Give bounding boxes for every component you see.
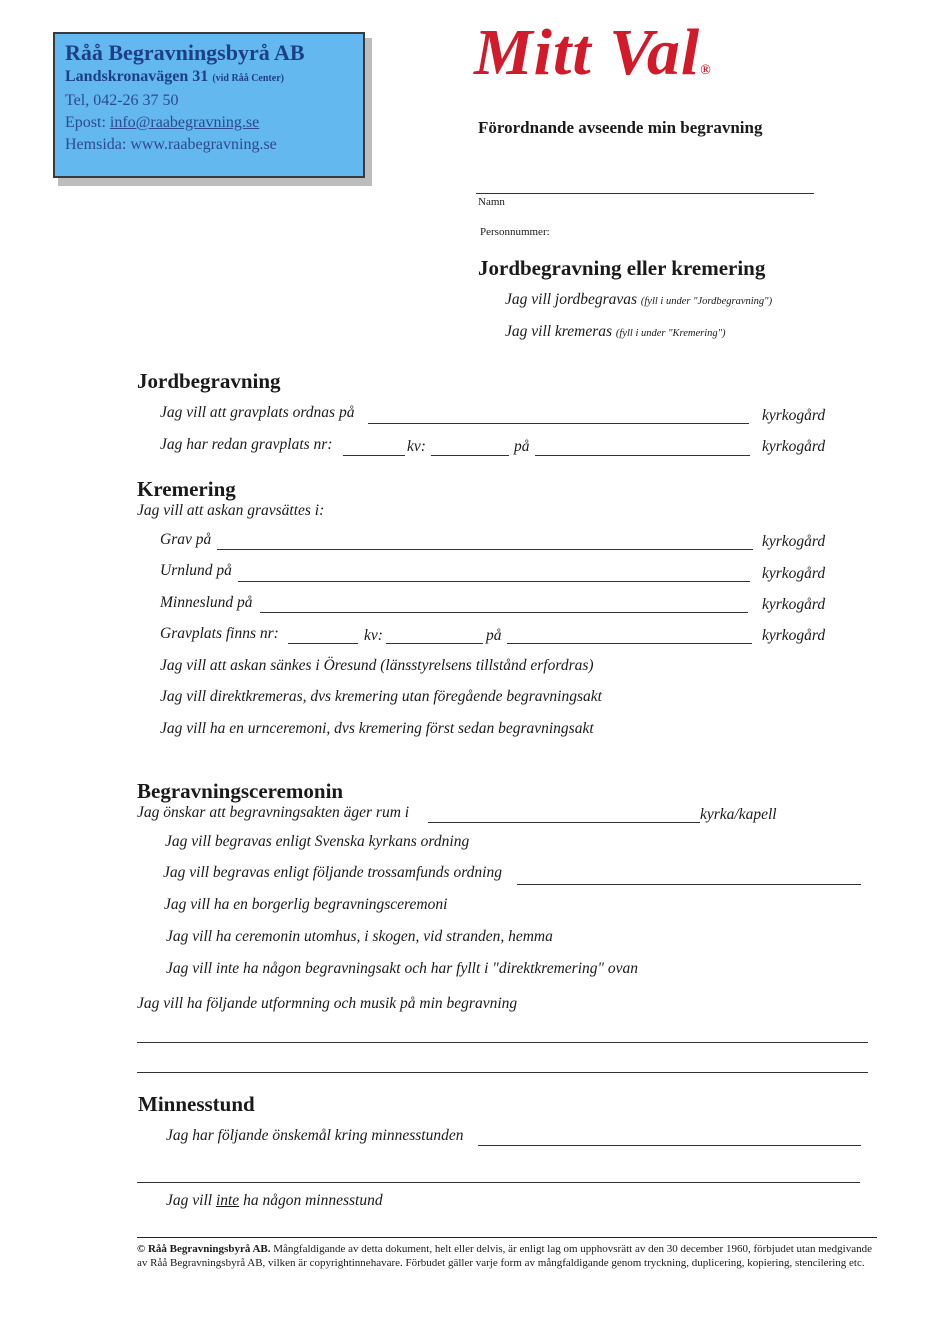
footer-copyright: © Råå Begravningsbyrå AB. [137, 1243, 271, 1255]
jord-row1-label: Jag vill att gravplats ordnas på [160, 404, 355, 421]
krem-grav-label: Grav på [160, 531, 212, 548]
pnr-label: Personnummer: [480, 226, 550, 238]
brand-logo [474, 18, 712, 106]
krem-gravplats-suffix: kyrkogård [762, 627, 826, 644]
krem-gravplats-label: Gravplats finns nr: [160, 625, 279, 642]
cer-opt-svenska[interactable]: Jag vill begravas enligt Svenska kyrkans ordning [165, 833, 470, 850]
company-phone: Tel, 042-26 37 50 [65, 92, 179, 109]
cer-music-line-2[interactable] [137, 1072, 868, 1073]
krem-minneslund-field[interactable] [260, 612, 748, 613]
cer-place-suffix: kyrka/kapell [700, 806, 777, 823]
cer-place-field[interactable] [428, 822, 700, 823]
name-line[interactable] [476, 193, 814, 194]
minne-opt-ingen[interactable] [166, 1192, 383, 1210]
krem-gravnr-field[interactable] [288, 643, 358, 644]
choice-jordbegravas-label: Jag vill jordbegravas [505, 291, 638, 308]
jord-heading: Jordbegravning [137, 369, 281, 393]
footer-text [137, 1242, 879, 1270]
choice-kremeras[interactable] [505, 323, 726, 341]
brand-text: Mitt Val [474, 16, 701, 89]
krem-intro: Jag vill att askan gravsättes i: [137, 502, 325, 519]
krem-urnlund-field[interactable] [238, 581, 750, 582]
jord-gravnr-field[interactable] [343, 455, 405, 456]
name-label: Namn [478, 196, 505, 208]
krem-opt-direkt[interactable]: Jag vill direktkremeras, dvs kremering utan föregående begravningsakt [160, 688, 602, 705]
krem-urnlund-label: Urnlund på [160, 562, 232, 579]
jord-kv-label: kv: [407, 438, 426, 455]
minne-heading: Minnesstund [138, 1092, 255, 1116]
choice-heading: Jordbegravning eller kremering [478, 256, 766, 280]
company-email [65, 112, 363, 134]
company-name: Råå Begravningsbyrå AB [65, 40, 305, 65]
choice-kremeras-label: Jag vill kremeras [505, 323, 613, 340]
cer-trossamfund-field[interactable] [517, 884, 861, 885]
minne-opt-post: ha någon minnesstund [243, 1192, 383, 1209]
jord-pa-field[interactable] [535, 455, 750, 456]
footer-legal: Mångfaldigande av detta dokument, helt eller delvis, är enligt lag om upphovsrätt av den 30 december 1960, förbjudet utan medgivande av Råå Begravningsbyrå AB, vilken är copyrightinnehavare. Förbudet gäller varje form av mångfaldigande genom tryckning, duplicering, kopiering, stencilering etc. [137, 1243, 872, 1269]
choice-jordbegravas[interactable] [505, 291, 772, 309]
minne-wishes-line-2[interactable] [137, 1182, 860, 1183]
cer-music-label: Jag vill ha följande utformning och musik på min begravning [137, 995, 518, 1012]
krem-minneslund-label: Minneslund på [160, 594, 253, 611]
jord-pa-label: på [514, 438, 530, 455]
krem-minneslund-suffix: kyrkogård [762, 596, 826, 613]
jord-kv-field[interactable] [431, 455, 509, 456]
company-address-note: (vid Råå Center) [212, 73, 284, 84]
company-email-link[interactable]: info@raabegravning.se [109, 114, 260, 131]
choice-jordbegravas-note: (fyll i under "Jordbegravning") [640, 296, 773, 307]
choice-kremeras-note: (fyll i under "Kremering") [615, 328, 726, 339]
minne-wishes-field[interactable] [478, 1145, 861, 1146]
cer-opt-trossamfund[interactable]: Jag vill begravas enligt följande trossamfunds ordning [163, 864, 502, 881]
company-address [65, 66, 363, 90]
krem-grav-suffix: kyrkogård [762, 533, 826, 550]
company-email-label: Epost: [65, 114, 106, 131]
cer-opt-ingen[interactable]: Jag vill inte ha någon begravningsakt och har fyllt i "direktkremering" ovan [166, 960, 639, 977]
cer-opt-borgerlig[interactable]: Jag vill ha en borgerlig begravningsceremoni [164, 896, 448, 913]
krem-heading: Kremering [137, 477, 236, 501]
cer-place-label: Jag önskar att begravningsakten äger rum i [137, 804, 410, 821]
krem-grav-field[interactable] [217, 549, 753, 550]
document-subtitle: Förordnande avseende min begravning [478, 118, 763, 137]
jord-row1-field[interactable] [368, 423, 749, 424]
footer-rule [137, 1237, 877, 1238]
cer-opt-utomhus[interactable]: Jag vill ha ceremonin utomhus, i skogen, vid stranden, hemma [166, 928, 553, 945]
reg-mark: ® [700, 63, 712, 78]
jord-row2-suffix: kyrkogård [762, 438, 826, 455]
cer-music-line-1[interactable] [137, 1042, 868, 1043]
krem-kv-field[interactable] [386, 643, 483, 644]
minne-opt-inte: inte [215, 1192, 240, 1209]
krem-pa-label: på [486, 627, 502, 644]
krem-opt-urn[interactable]: Jag vill ha en urnceremoni, dvs kremering först sedan begravningsakt [160, 720, 594, 737]
minne-opt-pre: Jag vill [166, 1192, 213, 1209]
krem-opt-oresund[interactable]: Jag vill att askan sänkes i Öresund (länsstyrelsens tillstånd erfordras) [160, 657, 594, 674]
company-box [53, 32, 365, 178]
jord-row1-suffix: kyrkogård [762, 407, 826, 424]
company-web[interactable]: Hemsida: www.raabegravning.se [65, 136, 277, 153]
krem-pa-field[interactable] [507, 643, 752, 644]
company-address-street: Landskronavägen 31 [65, 68, 209, 85]
minne-wishes-label: Jag har följande önskemål kring minnesstunden [166, 1127, 464, 1144]
cer-heading: Begravningsceremonin [137, 779, 344, 803]
krem-kv-label: kv: [364, 627, 383, 644]
jord-row2-label: Jag har redan gravplats nr: [160, 436, 333, 453]
krem-urnlund-suffix: kyrkogård [762, 565, 826, 582]
